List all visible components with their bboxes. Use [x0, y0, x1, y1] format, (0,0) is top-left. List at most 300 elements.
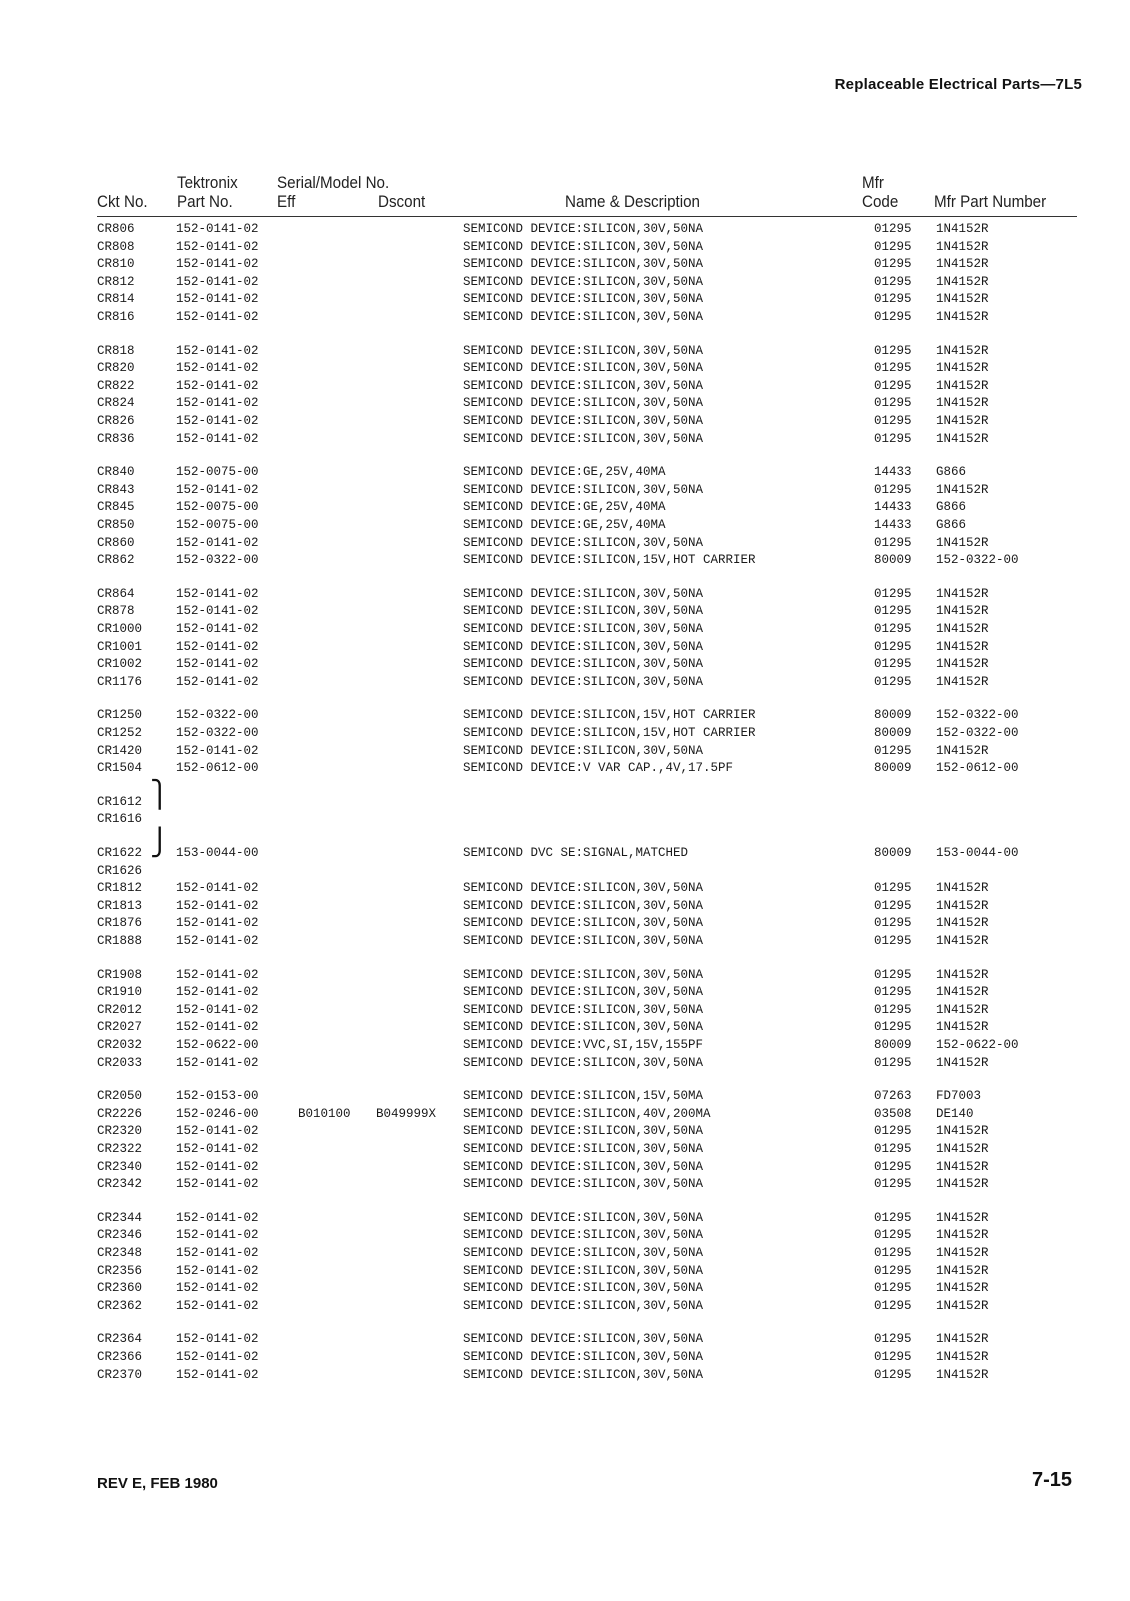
cell-mfr-part-number: 1N4152R	[936, 379, 989, 393]
cell-tek-part-no: 152-0141-02	[176, 899, 259, 913]
cell-mfr-part-number: 152-0322-00	[936, 553, 1019, 567]
table-row	[0, 863, 1130, 880]
cell-mfr-part-number: 1N4152R	[936, 344, 989, 358]
cell-mfr-code: 01295	[874, 1228, 912, 1242]
cell-tek-part-no: 152-0141-02	[176, 292, 259, 306]
cell-ckt-no: CR1888	[97, 934, 143, 948]
table-row	[0, 1263, 1130, 1280]
cell-mfr-code: 01295	[874, 1177, 912, 1191]
cell-mfr-part-number: 1N4152R	[936, 1177, 989, 1191]
cell-description: SEMICOND DEVICE:SILICON,30V,50NA	[463, 1056, 704, 1070]
cell-mfr-part-number: 1N4152R	[936, 744, 989, 758]
column-header-code: Code	[862, 193, 899, 211]
cell-mfr-part-number: FD7003	[936, 1089, 982, 1103]
cell-mfr-part-number: 1N4152R	[936, 1056, 989, 1070]
cell-mfr-part-number: 1N4152R	[936, 1264, 989, 1278]
cell-description: SEMICOND DEVICE:SILICON,30V,50NA	[463, 1299, 704, 1313]
cell-mfr-code: 01295	[874, 536, 912, 550]
cell-description: SEMICOND DEVICE:SILICON,30V,50NA	[463, 934, 704, 948]
cell-description: SEMICOND DEVICE:VVC,SI,15V,155PF	[463, 1038, 704, 1052]
cell-tek-part-no: 152-0322-00	[176, 726, 259, 740]
table-row	[0, 621, 1130, 638]
cell-tek-part-no: 152-0141-02	[176, 622, 259, 636]
cell-tek-part-no: 152-0141-02	[176, 1177, 259, 1191]
cell-mfr-code: 01295	[874, 292, 912, 306]
cell-description: SEMICOND DEVICE:SILICON,30V,50NA	[463, 968, 704, 982]
cell-tek-part-no: 152-0322-00	[176, 553, 259, 567]
cell-mfr-part-number: 1N4152R	[936, 432, 989, 446]
cell-mfr-code: 14433	[874, 500, 912, 514]
cell-description: SEMICOND DEVICE:SILICON,30V,50NA	[463, 1020, 704, 1034]
cell-mfr-code: 01295	[874, 640, 912, 654]
cell-tek-part-no: 152-0246-00	[176, 1107, 259, 1121]
table-row	[0, 221, 1130, 238]
cell-ckt-no: CR2344	[97, 1211, 143, 1225]
table-row	[0, 1280, 1130, 1297]
cell-mfr-part-number: 1N4152R	[936, 222, 989, 236]
cell-mfr-part-number: 1N4152R	[936, 1142, 989, 1156]
cell-mfr-part-number: 1N4152R	[936, 1281, 989, 1295]
cell-mfr-code: 01295	[874, 222, 912, 236]
cell-mfr-code: 01295	[874, 257, 912, 271]
cell-ckt-no: CR2032	[97, 1038, 143, 1052]
cell-ckt-no: CR840	[97, 465, 135, 479]
cell-tek-part-no: 152-0141-02	[176, 257, 259, 271]
cell-ckt-no: CR1002	[97, 657, 143, 671]
cell-description: SEMICOND DEVICE:SILICON,15V,HOT CARRIER	[463, 553, 756, 567]
group-brace-lower: ⎭	[150, 828, 170, 858]
cell-ckt-no: CR850	[97, 518, 135, 532]
cell-mfr-code: 01295	[874, 675, 912, 689]
cell-ckt-no: CR824	[97, 396, 135, 410]
column-header-dscont: Dscont	[378, 193, 426, 211]
table-row	[0, 1106, 1130, 1123]
cell-tek-part-no: 152-0141-02	[176, 1246, 259, 1260]
cell-ckt-no: CR810	[97, 257, 135, 271]
cell-mfr-part-number: 1N4152R	[936, 640, 989, 654]
table-row	[0, 1159, 1130, 1176]
cell-ckt-no: CR2027	[97, 1020, 143, 1034]
cell-description: SEMICOND DEVICE:GE,25V,40MA	[463, 500, 666, 514]
cell-ckt-no: CR1001	[97, 640, 143, 654]
cell-mfr-part-number: 152-0322-00	[936, 708, 1019, 722]
cell-mfr-code: 01295	[874, 1246, 912, 1260]
table-row	[0, 1019, 1130, 1036]
cell-mfr-part-number: DE140	[936, 1107, 974, 1121]
cell-mfr-part-number: 1N4152R	[936, 1246, 989, 1260]
cell-mfr-part-number: 1N4152R	[936, 1160, 989, 1174]
column-header-name-description: Name & Description	[565, 193, 700, 211]
cell-mfr-code: 01295	[874, 622, 912, 636]
table-row	[0, 1367, 1130, 1384]
column-header-mfr-part-number: Mfr Part Number	[934, 193, 1047, 211]
cell-tek-part-no: 152-0622-00	[176, 1038, 259, 1052]
cell-ckt-no: CR2364	[97, 1332, 143, 1346]
cell-mfr-part-number: G866	[936, 518, 967, 532]
cell-ckt-no: CR1813	[97, 899, 143, 913]
table-row	[0, 413, 1130, 430]
cell-mfr-code: 01295	[874, 968, 912, 982]
cell-ckt-no: CR2322	[97, 1142, 143, 1156]
cell-tek-part-no: 152-0141-02	[176, 361, 259, 375]
cell-description: SEMICOND DEVICE:SILICON,30V,50NA	[463, 1332, 704, 1346]
cell-description: SEMICOND DEVICE:SILICON,30V,50NA	[463, 396, 704, 410]
table-row	[0, 639, 1130, 656]
cell-ckt-no: CR2226	[97, 1107, 143, 1121]
cell-ckt-no: CR1420	[97, 744, 143, 758]
page-number: 7-15	[1031, 1469, 1072, 1491]
cell-mfr-code: 01295	[874, 361, 912, 375]
cell-mfr-code: 01295	[874, 934, 912, 948]
cell-mfr-part-number: 1N4152R	[936, 292, 989, 306]
cell-mfr-part-number: 1N4152R	[936, 899, 989, 913]
cell-mfr-part-number: 1N4152R	[936, 1368, 989, 1382]
cell-tek-part-no: 152-0141-02	[176, 1281, 259, 1295]
cell-description: SEMICOND DEVICE:SILICON,30V,50NA	[463, 1350, 704, 1364]
cell-mfr-code: 01295	[874, 240, 912, 254]
cell-mfr-code: 01295	[874, 414, 912, 428]
cell-mfr-part-number: G866	[936, 465, 967, 479]
cell-mfr-code: 01295	[874, 657, 912, 671]
cell-mfr-part-number: 1N4152R	[936, 916, 989, 930]
cell-description: SEMICOND DEVICE:SILICON,30V,50NA	[463, 1003, 704, 1017]
table-row	[0, 915, 1130, 932]
table-row	[0, 395, 1130, 412]
cell-description: SEMICOND DEVICE:SILICON,30V,50NA	[463, 1246, 704, 1260]
cell-mfr-part-number: 152-0622-00	[936, 1038, 1019, 1052]
cell-mfr-code: 01295	[874, 483, 912, 497]
cell-ckt-no: CR860	[97, 536, 135, 550]
cell-tek-part-no: 152-0141-02	[176, 1003, 259, 1017]
cell-tek-part-no: 152-0141-02	[176, 881, 259, 895]
cell-mfr-code: 01295	[874, 1003, 912, 1017]
cell-mfr-code: 80009	[874, 553, 912, 567]
cell-description: SEMICOND DEVICE:SILICON,30V,50NA	[463, 587, 704, 601]
cell-ckt-no: CR2320	[97, 1124, 143, 1138]
cell-tek-part-no: 152-0141-02	[176, 310, 259, 324]
table-row	[0, 811, 1130, 828]
cell-ckt-no: CR1812	[97, 881, 143, 895]
cell-ckt-no: CR820	[97, 361, 135, 375]
cell-mfr-code: 01295	[874, 1299, 912, 1313]
cell-tek-part-no: 152-0141-02	[176, 344, 259, 358]
cell-tek-part-no: 152-0075-00	[176, 500, 259, 514]
cell-description: SEMICOND DEVICE:SILICON,30V,50NA	[463, 744, 704, 758]
cell-mfr-part-number: G866	[936, 500, 967, 514]
cell-tek-part-no: 152-0141-02	[176, 604, 259, 618]
cell-ckt-no: CR2346	[97, 1228, 143, 1242]
cell-serial-eff: B010100	[298, 1107, 351, 1121]
cell-mfr-part-number: 1N4152R	[936, 361, 989, 375]
table-row	[0, 933, 1130, 950]
cell-ckt-no: CR1612	[97, 795, 143, 809]
cell-mfr-code: 80009	[874, 1038, 912, 1052]
cell-tek-part-no: 152-0141-02	[176, 916, 259, 930]
table-row	[0, 1055, 1130, 1072]
cell-mfr-code: 80009	[874, 726, 912, 740]
cell-description: SEMICOND DEVICE:V VAR CAP.,4V,17.5PF	[463, 761, 734, 775]
cell-ckt-no: CR2050	[97, 1089, 143, 1103]
cell-ckt-no: CR1504	[97, 761, 143, 775]
cell-mfr-part-number: 1N4152R	[936, 414, 989, 428]
page-header-title: Replaceable Electrical Parts—7L5	[834, 76, 1082, 93]
cell-mfr-code: 01295	[874, 604, 912, 618]
column-header-tektronix: Tektronix	[177, 174, 238, 192]
cell-tek-part-no: 152-0141-02	[176, 744, 259, 758]
cell-description: SEMICOND DEVICE:SILICON,30V,50NA	[463, 432, 704, 446]
cell-mfr-part-number: 1N4152R	[936, 1211, 989, 1225]
cell-ckt-no: CR826	[97, 414, 135, 428]
table-row	[0, 1002, 1130, 1019]
cell-description: SEMICOND DEVICE:SILICON,30V,50NA	[463, 1211, 704, 1225]
cell-description: SEMICOND DEVICE:SILICON,30V,50NA	[463, 257, 704, 271]
table-row	[0, 1088, 1130, 1105]
cell-mfr-part-number: 1N4152R	[936, 657, 989, 671]
table-row	[0, 552, 1130, 569]
cell-ckt-no: CR1908	[97, 968, 143, 982]
table-row	[0, 1331, 1130, 1348]
cell-mfr-code: 80009	[874, 846, 912, 860]
cell-mfr-code: 14433	[874, 518, 912, 532]
column-header-part-no: Part No.	[177, 193, 233, 211]
cell-mfr-code: 01295	[874, 1124, 912, 1138]
cell-tek-part-no: 152-0141-02	[176, 1299, 259, 1313]
cell-mfr-part-number: 1N4152R	[936, 934, 989, 948]
cell-mfr-part-number: 1N4152R	[936, 1350, 989, 1364]
cell-description: SEMICOND DEVICE:SILICON,30V,50NA	[463, 1281, 704, 1295]
column-header-ckt-no: Ckt No.	[97, 193, 148, 211]
cell-ckt-no: CR878	[97, 604, 135, 618]
cell-ckt-no: CR808	[97, 240, 135, 254]
cell-description: SEMICOND DEVICE:SILICON,30V,50NA	[463, 622, 704, 636]
table-row	[0, 743, 1130, 760]
cell-tek-part-no: 152-0141-02	[176, 587, 259, 601]
cell-mfr-part-number: 1N4152R	[936, 275, 989, 289]
cell-ckt-no: CR845	[97, 500, 135, 514]
cell-tek-part-no: 152-0141-02	[176, 985, 259, 999]
cell-tek-part-no: 152-0141-02	[176, 1332, 259, 1346]
cell-ckt-no: CR2356	[97, 1264, 143, 1278]
cell-tek-part-no: 152-0141-02	[176, 240, 259, 254]
cell-tek-part-no: 152-0141-02	[176, 1160, 259, 1174]
cell-mfr-code: 01295	[874, 587, 912, 601]
table-row	[0, 967, 1130, 984]
table-row	[0, 1349, 1130, 1366]
cell-mfr-part-number: 1N4152R	[936, 1003, 989, 1017]
table-row	[0, 431, 1130, 448]
cell-description: SEMICOND DEVICE:SILICON,30V,50NA	[463, 640, 704, 654]
cell-description: SEMICOND DEVICE:SILICON,30V,50NA	[463, 292, 704, 306]
cell-ckt-no: CR814	[97, 292, 135, 306]
cell-description: SEMICOND DEVICE:SILICON,15V,50MA	[463, 1089, 704, 1103]
cell-ckt-no: CR1176	[97, 675, 143, 689]
cell-mfr-part-number: 1N4152R	[936, 587, 989, 601]
cell-description: SEMICOND DEVICE:SILICON,30V,50NA	[463, 536, 704, 550]
table-row	[0, 378, 1130, 395]
cell-description: SEMICOND DEVICE:SILICON,30V,50NA	[463, 361, 704, 375]
cell-description: SEMICOND DEVICE:SILICON,30V,50NA	[463, 899, 704, 913]
cell-mfr-code: 14433	[874, 465, 912, 479]
header-rule	[97, 216, 1077, 217]
table-row	[0, 309, 1130, 326]
cell-ckt-no: CR843	[97, 483, 135, 497]
cell-description: SEMICOND DEVICE:SILICON,30V,50NA	[463, 675, 704, 689]
cell-tek-part-no: 152-0141-02	[176, 379, 259, 393]
table-row	[0, 1037, 1130, 1054]
cell-ckt-no: CR2012	[97, 1003, 143, 1017]
table-row	[0, 343, 1130, 360]
cell-mfr-part-number: 1N4152R	[936, 622, 989, 636]
cell-tek-part-no: 152-0141-02	[176, 536, 259, 550]
cell-tek-part-no: 152-0075-00	[176, 465, 259, 479]
cell-ckt-no: CR1616	[97, 812, 143, 826]
cell-ckt-no: CR806	[97, 222, 135, 236]
cell-ckt-no: CR1252	[97, 726, 143, 740]
cell-mfr-part-number: 1N4152R	[936, 1020, 989, 1034]
cell-description: SEMICOND DEVICE:SILICON,30V,50NA	[463, 1228, 704, 1242]
cell-mfr-code: 01295	[874, 1264, 912, 1278]
cell-mfr-part-number: 1N4152R	[936, 396, 989, 410]
cell-description: SEMICOND DEVICE:SILICON,30V,50NA	[463, 344, 704, 358]
table-row	[0, 725, 1130, 742]
cell-mfr-code: 01295	[874, 916, 912, 930]
cell-tek-part-no: 152-0141-02	[176, 1264, 259, 1278]
cell-description: SEMICOND DEVICE:SILICON,30V,50NA	[463, 1264, 704, 1278]
cell-mfr-part-number: 1N4152R	[936, 968, 989, 982]
column-header-eff: Eff	[277, 193, 296, 211]
table-row	[0, 239, 1130, 256]
cell-mfr-code: 01295	[874, 1350, 912, 1364]
cell-mfr-code: 07263	[874, 1089, 912, 1103]
cell-mfr-part-number: 1N4152R	[936, 1332, 989, 1346]
table-row	[0, 984, 1130, 1001]
cell-ckt-no: CR862	[97, 553, 135, 567]
cell-mfr-part-number: 152-0612-00	[936, 761, 1019, 775]
cell-ckt-no: CR2340	[97, 1160, 143, 1174]
cell-mfr-part-number: 1N4152R	[936, 881, 989, 895]
table-row	[0, 256, 1130, 273]
table-row	[0, 898, 1130, 915]
cell-mfr-code: 03508	[874, 1107, 912, 1121]
table-row	[0, 464, 1130, 481]
cell-description: SEMICOND DEVICE:GE,25V,40MA	[463, 465, 666, 479]
cell-ckt-no: CR818	[97, 344, 135, 358]
table-row	[0, 1210, 1130, 1227]
table-row	[0, 1245, 1130, 1262]
table-row	[0, 707, 1130, 724]
cell-tek-part-no: 152-0141-02	[176, 640, 259, 654]
cell-description: SEMICOND DEVICE:SILICON,30V,50NA	[463, 483, 704, 497]
cell-ckt-no: CR2362	[97, 1299, 143, 1313]
cell-mfr-code: 80009	[874, 761, 912, 775]
cell-tek-part-no: 152-0141-02	[176, 934, 259, 948]
table-row	[0, 586, 1130, 603]
cell-mfr-code: 01295	[874, 1056, 912, 1070]
cell-mfr-code: 01295	[874, 899, 912, 913]
table-row	[0, 274, 1130, 291]
table-row	[0, 1123, 1130, 1140]
cell-description: SEMICOND DEVICE:SILICON,30V,50NA	[463, 1160, 704, 1174]
table-row	[0, 1227, 1130, 1244]
cell-tek-part-no: 152-0141-02	[176, 275, 259, 289]
cell-serial-dscont: B049999X	[376, 1107, 437, 1121]
cell-description: SEMICOND DEVICE:SILICON,30V,50NA	[463, 1177, 704, 1191]
cell-description: SEMICOND DEVICE:SILICON,30V,50NA	[463, 275, 704, 289]
cell-ckt-no: CR1626	[97, 864, 143, 878]
cell-mfr-code: 01295	[874, 744, 912, 758]
cell-mfr-code: 01295	[874, 1020, 912, 1034]
group-brace-upper: ⎫	[150, 780, 170, 810]
cell-tek-part-no: 152-0141-02	[176, 968, 259, 982]
table-row	[0, 603, 1130, 620]
table-row	[0, 291, 1130, 308]
column-header-mfr: Mfr	[862, 174, 884, 192]
cell-mfr-part-number: 1N4152R	[936, 675, 989, 689]
cell-ckt-no: CR812	[97, 275, 135, 289]
cell-mfr-code: 01295	[874, 1142, 912, 1156]
cell-tek-part-no: 152-0141-02	[176, 414, 259, 428]
cell-ckt-no: CR2360	[97, 1281, 143, 1295]
cell-description: SEMICOND DEVICE:SILICON,30V,50NA	[463, 985, 704, 999]
cell-mfr-part-number: 1N4152R	[936, 1299, 989, 1313]
cell-description: SEMICOND DEVICE:SILICON,15V,HOT CARRIER	[463, 708, 756, 722]
cell-description: SEMICOND DEVICE:SILICON,30V,50NA	[463, 310, 704, 324]
cell-tek-part-no: 152-0141-02	[176, 1056, 259, 1070]
cell-ckt-no: CR2342	[97, 1177, 143, 1191]
cell-ckt-no: CR1000	[97, 622, 143, 636]
cell-mfr-code: 01295	[874, 881, 912, 895]
cell-description: SEMICOND DEVICE:GE,25V,40MA	[463, 518, 666, 532]
cell-tek-part-no: 152-0141-02	[176, 675, 259, 689]
table-row	[0, 517, 1130, 534]
cell-tek-part-no: 152-0612-00	[176, 761, 259, 775]
cell-ckt-no: CR1876	[97, 916, 143, 930]
cell-ckt-no: CR836	[97, 432, 135, 446]
cell-description: SEMICOND DVC SE:SIGNAL,MATCHED	[463, 846, 689, 860]
cell-description: SEMICOND DEVICE:SILICON,30V,50NA	[463, 1124, 704, 1138]
table-row	[0, 499, 1130, 516]
cell-mfr-code: 01295	[874, 344, 912, 358]
cell-description: SEMICOND DEVICE:SILICON,30V,50NA	[463, 1142, 704, 1156]
cell-description: SEMICOND DEVICE:SILICON,30V,50NA	[463, 414, 704, 428]
cell-mfr-part-number: 1N4152R	[936, 257, 989, 271]
cell-tek-part-no: 152-0141-02	[176, 1142, 259, 1156]
table-row	[0, 1141, 1130, 1158]
cell-description: SEMICOND DEVICE:SILICON,30V,50NA	[463, 916, 704, 930]
cell-description: SEMICOND DEVICE:SILICON,30V,50NA	[463, 1368, 704, 1382]
cell-mfr-part-number: 152-0322-00	[936, 726, 1019, 740]
cell-tek-part-no: 152-0322-00	[176, 708, 259, 722]
cell-ckt-no: CR1250	[97, 708, 143, 722]
cell-ckt-no: CR1910	[97, 985, 143, 999]
cell-mfr-code: 01295	[874, 432, 912, 446]
cell-mfr-code: 01295	[874, 379, 912, 393]
cell-mfr-code: 01295	[874, 1211, 912, 1225]
table-row	[0, 1298, 1130, 1315]
column-header-serial-model-no: Serial/Model No.	[277, 174, 390, 192]
cell-mfr-code: 01295	[874, 1368, 912, 1382]
revision-label: REV E, FEB 1980	[97, 1475, 218, 1492]
cell-description: SEMICOND DEVICE:SILICON,15V,HOT CARRIER	[463, 726, 756, 740]
cell-mfr-part-number: 153-0044-00	[936, 846, 1019, 860]
cell-ckt-no: CR822	[97, 379, 135, 393]
cell-tek-part-no: 152-0141-02	[176, 222, 259, 236]
cell-description: SEMICOND DEVICE:SILICON,40V,200MA	[463, 1107, 711, 1121]
cell-mfr-code: 01295	[874, 275, 912, 289]
cell-ckt-no: CR816	[97, 310, 135, 324]
cell-ckt-no: CR1622	[97, 846, 143, 860]
cell-tek-part-no: 152-0141-02	[176, 1124, 259, 1138]
